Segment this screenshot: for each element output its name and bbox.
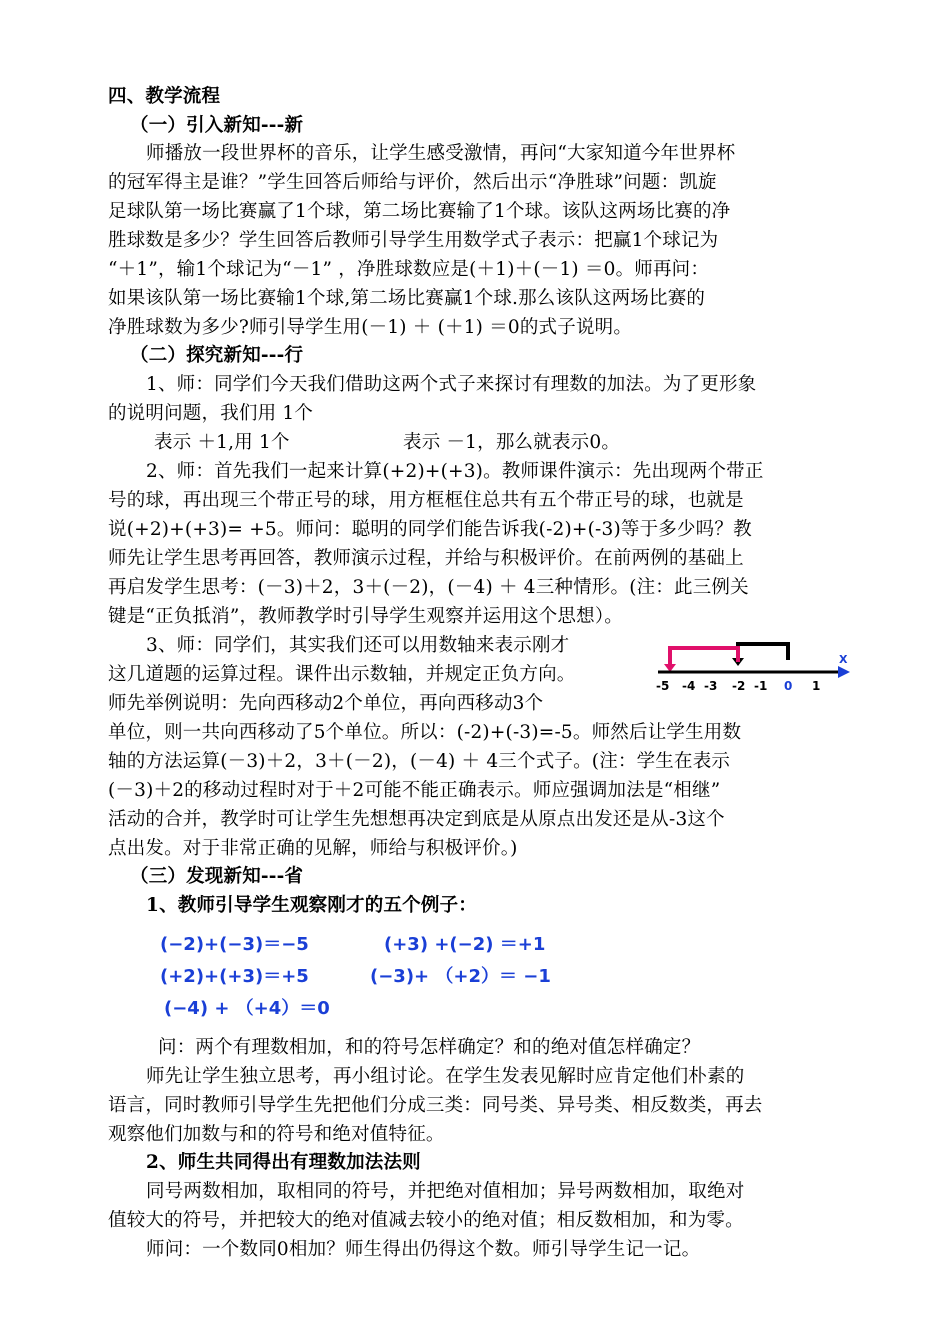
equation: (+3) +(−2) ＝+1 <box>384 934 546 955</box>
para-line: 语言，同时教师引导学生先把他们分成三类：同号类、异号类、相反数类，再去 <box>108 1095 763 1116</box>
para-line: 说(+2)+(+3)= +5。师问：聪明的同学们能告诉我(-2)+(-3)等于多少吗？教 <box>108 519 752 540</box>
para-line: 活动的合并，教学时可让学生先想想再决定到底是从原点出发还是从-3这个 <box>108 809 725 830</box>
equation: (−2)+(−3)＝−5 <box>160 934 309 955</box>
axis-label: X <box>839 653 848 666</box>
tick-label: -5 <box>656 679 670 693</box>
black-move-arrow <box>738 644 788 660</box>
para-line: 键是“正负抵消”，教师教学时引导学生观察并运用这个思想）。 <box>108 606 623 627</box>
para-line: 如果该队第一场比赛输1个球,第二场比赛赢1个球.那么该队这两场比赛的 <box>108 288 706 309</box>
para-line: (－3)＋2的移动过程时对于＋2可能不能正确表示。师应强调加法是“相继” <box>108 780 721 801</box>
sec2-title: （二）探究新知---行 <box>130 345 304 366</box>
number-line-figure <box>652 636 852 696</box>
tick-label: -3 <box>704 679 718 693</box>
para-line: 净胜球数为多少?师引导学生用(－1) ＋ (＋1) ＝0的式子说明。 <box>108 317 633 338</box>
sec3-sub2: 2、师生共同得出有理数加法法则 <box>146 1152 421 1173</box>
rule-line: 同号两数相加，取相同的符号，并把绝对值相加；异号两数相加，取绝对 <box>146 1181 745 1202</box>
pink-move-arrow <box>670 648 738 666</box>
para-line: 单位，则一共向西移动了5个单位。所以：(-2)+(-3)=-5。师然后让学生用数 <box>108 722 742 743</box>
para-line: 师先让学生独立思考，再小组讨论。在学生发表见解时应肯定他们朴素的 <box>146 1066 745 1087</box>
para-line: 师先让学生思考再回答，教师演示过程，并给与积极评价。在前两例的基础上 <box>108 548 744 569</box>
para-line: 号的球，再出现三个带正号的球，用方框框住总共有五个带正号的球，也就是 <box>108 490 744 511</box>
axis-arrowhead <box>838 666 850 678</box>
para-line: 再启发学生思考：(－3)＋2，3＋(－2)，(－4) ＋ 4三种情形。(注：此三例关 <box>108 577 749 598</box>
para-line: 足球队第一场比赛赢了1个球，第二场比赛输了1个球。该队这两场比赛的净 <box>108 201 731 222</box>
sec1-title: （一）引入新知---新 <box>130 115 304 136</box>
rule-line: 值较大的符号，并把较大的绝对值减去较小的绝对值；相反数相加，和为零。 <box>108 1210 744 1231</box>
para-line: 2、师：首先我们一起来计算(+2)+(+3)。教师课件演示：先出现两个带正 <box>146 461 764 482</box>
para-line: 点出发。对于非常正确的见解，师给与积极评价。) <box>108 838 518 859</box>
equation: (−4) + （+4）＝0 <box>164 998 330 1019</box>
sec3-sub1: 1、教师引导学生观察刚才的五个例子： <box>146 895 477 916</box>
para-line: 观察他们加数与和的符号和绝对值特征。 <box>108 1124 445 1145</box>
para-line: 表示 ＋1,用 1个 <box>154 432 290 453</box>
para-line: 师播放一段世界杯的音乐，让学生感受激情，再问“大家知道今年世界杯 <box>146 143 736 164</box>
question-line: 问：两个有理数相加，和的符号怎样确定？和的绝对值怎样确定？ <box>158 1037 701 1058</box>
para-line: 3、师：同学们，其实我们还可以用数轴来表示刚才 <box>146 635 570 656</box>
para-line: 这几道题的运算过程。课件出示数轴，并规定正负方向。 <box>108 664 576 685</box>
section-heading: 四、教学流程 <box>108 86 221 107</box>
tick-label: -1 <box>754 679 768 693</box>
equation: (−3)+ （+2）＝ −1 <box>370 966 551 987</box>
tick-label: -2 <box>732 679 746 693</box>
para-line: 轴的方法运算(－3)＋2，3＋(－2)，(－4) ＋ 4三个式子。(注：学生在表示 <box>108 751 731 772</box>
para-line: 师先举例说明：先向西移动2个单位，再向西移动3个 <box>108 693 544 714</box>
equation: (+2)+(+3)＝+5 <box>160 966 309 987</box>
tick-label-origin: 0 <box>784 679 793 693</box>
para-line: 胜球数是多少？学生回答后教师引导学生用数学式子表示：把赢1个球记为 <box>108 230 719 251</box>
sec3-title: （三）发现新知---省 <box>130 866 304 887</box>
para-line: 1、师：同学们今天我们借助这两个式子来探讨有理数的加法。为了更形象 <box>146 374 757 395</box>
tick-label: 1 <box>812 679 821 693</box>
para-line: “＋1”，输1个球记为“－1” ，净胜球数应是(＋1)＋(－1) ＝0。师再问： <box>108 259 710 280</box>
para-line: 的说明问题，我们用 1个 <box>108 403 314 424</box>
tick-label: -4 <box>682 679 696 693</box>
para-line: 表示 －1，那么就表示0。 <box>403 432 621 453</box>
para-line: 师问：一个数同0相加？师生得出仍得这个数。师引导学生记一记。 <box>146 1239 701 1260</box>
para-line: 的冠军得主是谁？”学生回答后师给与评价，然后出示“净胜球”问题：凯旋 <box>108 172 717 193</box>
